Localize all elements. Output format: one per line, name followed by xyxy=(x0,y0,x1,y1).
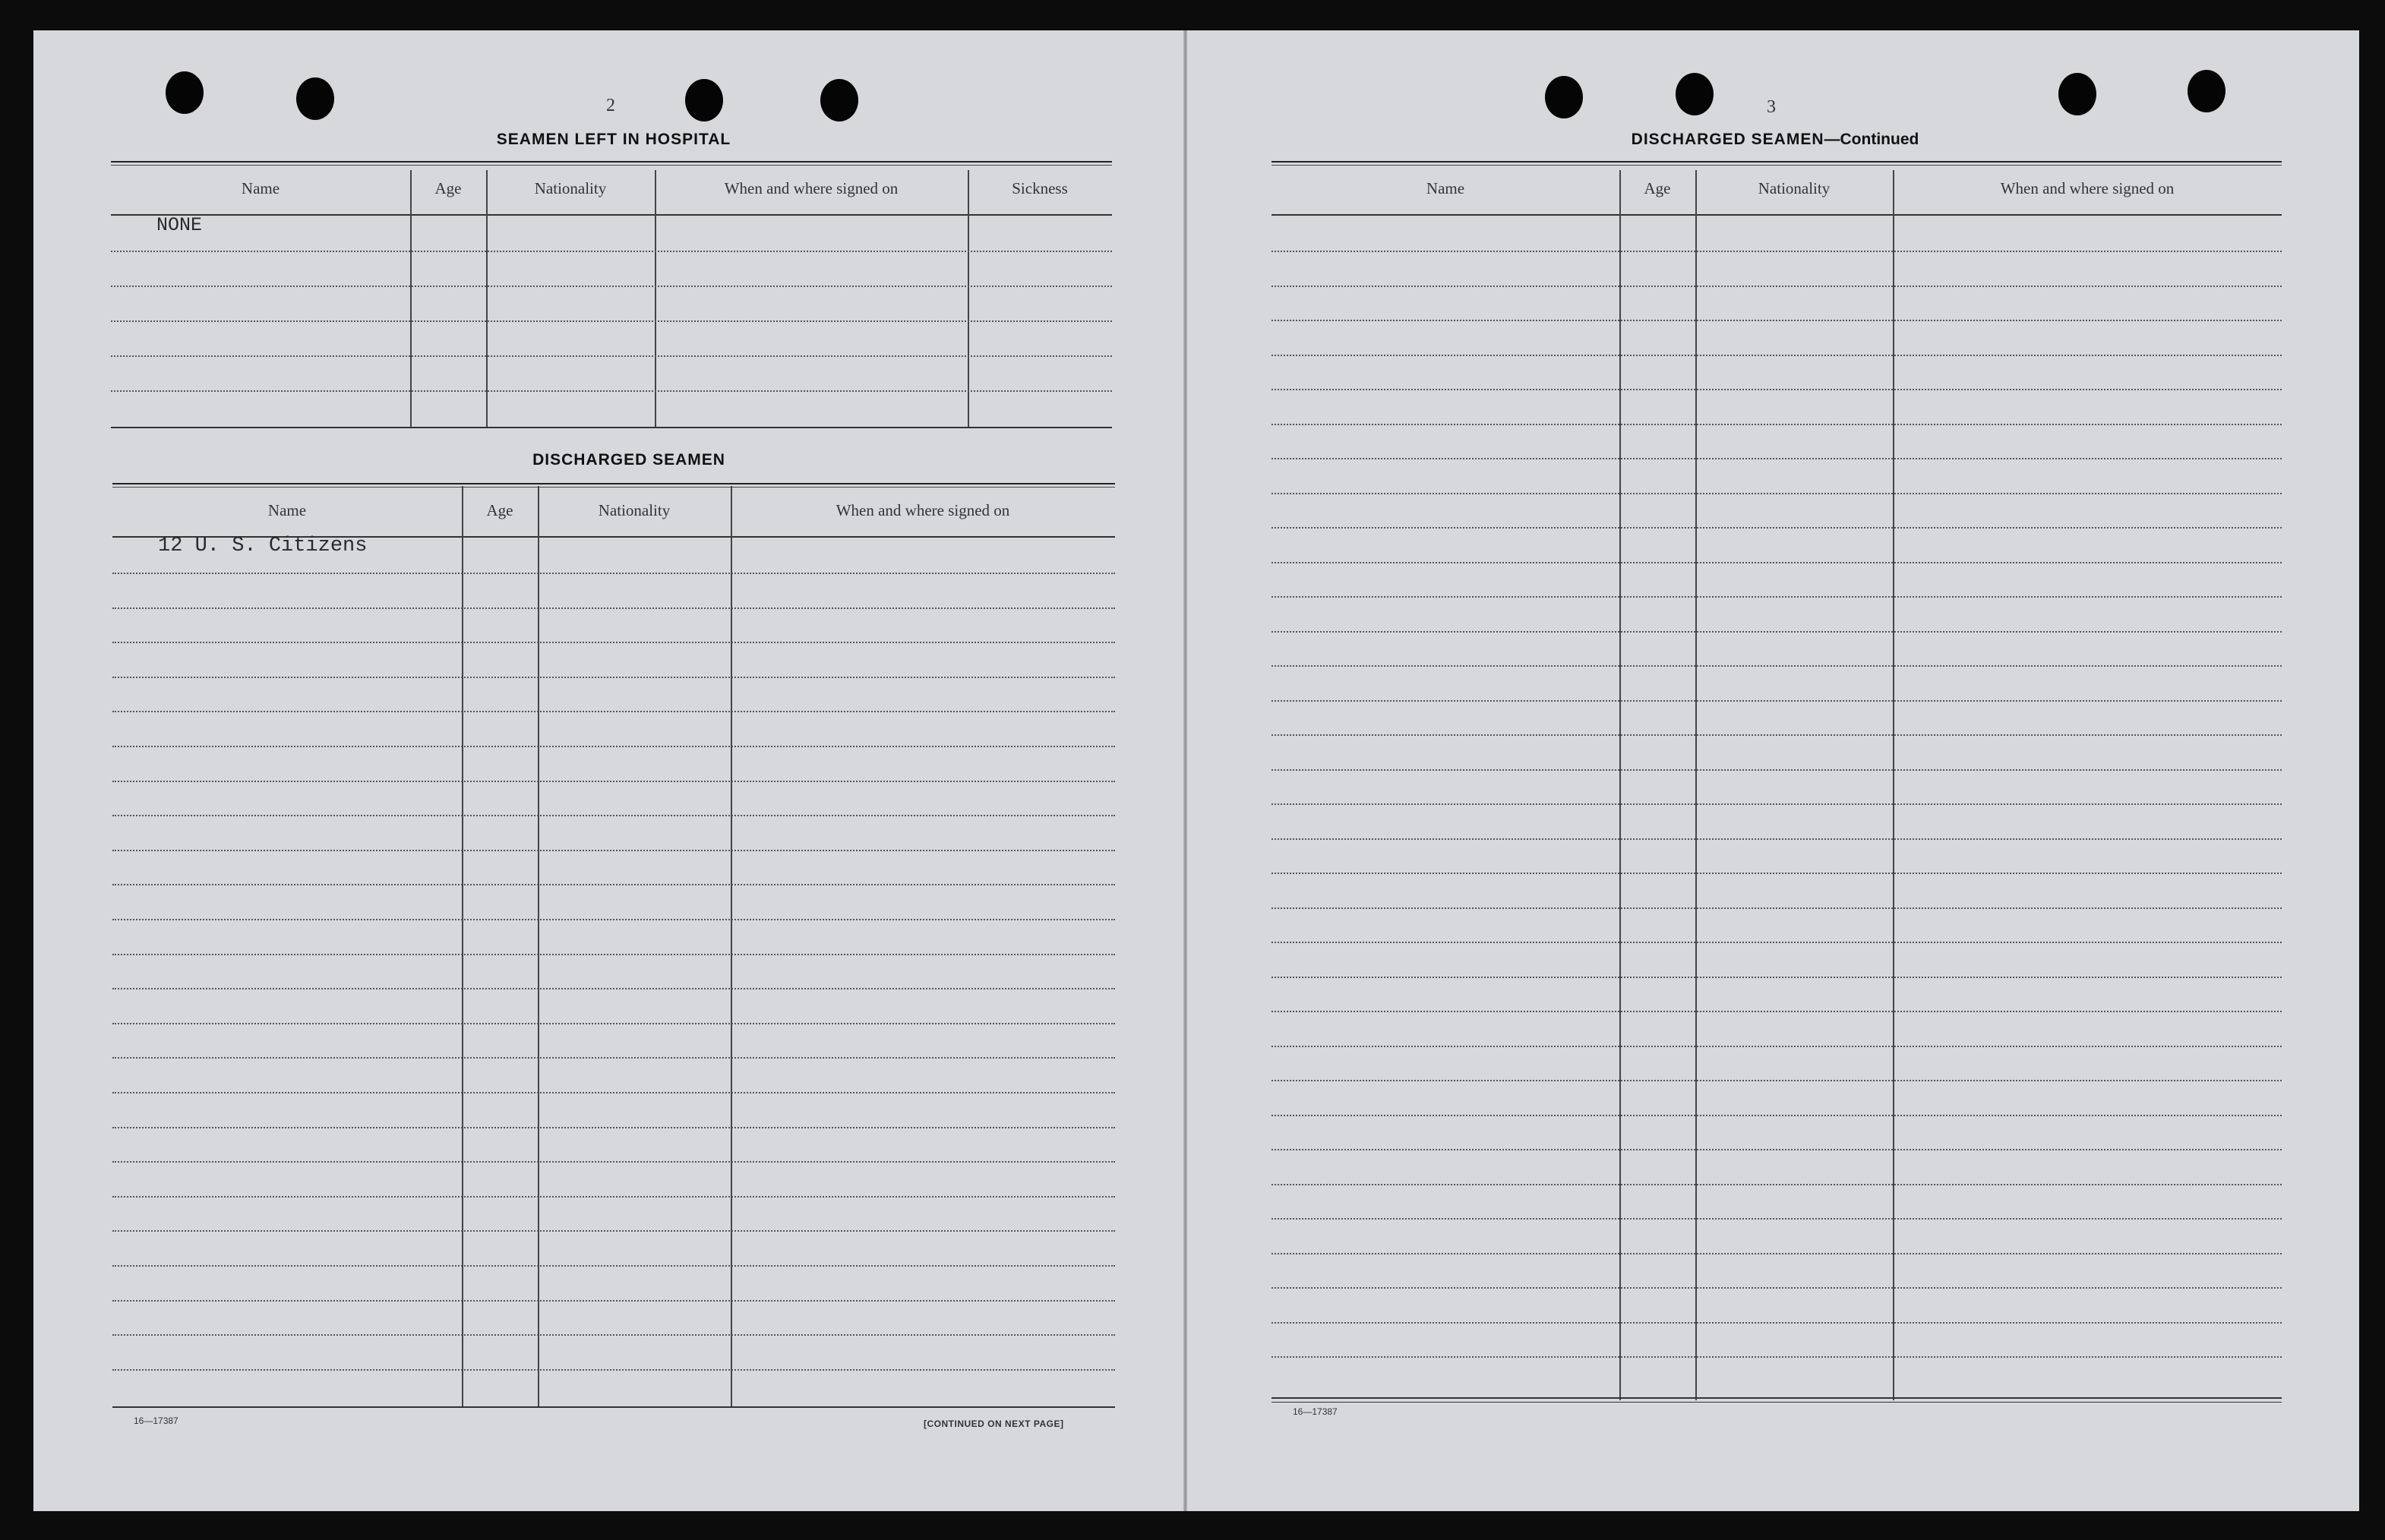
table-top-rule xyxy=(111,161,1112,163)
dotted-row-line xyxy=(1271,251,2282,252)
page-number-right: 3 xyxy=(1767,97,1776,117)
dotted-row-line xyxy=(1271,838,2282,840)
dotted-row-line xyxy=(1271,907,2282,909)
dotted-row-line xyxy=(1271,562,2282,563)
column-divider xyxy=(968,170,969,428)
dotted-row-line xyxy=(112,677,1115,678)
dotted-row-line xyxy=(112,1230,1115,1232)
continued-note: [CONTINUED ON NEXT PAGE] xyxy=(924,1419,1064,1429)
dotted-row-line xyxy=(1271,1011,2282,1012)
discharged-table xyxy=(112,483,1115,1408)
column-divider xyxy=(655,170,656,428)
dotted-row-line xyxy=(111,320,1112,322)
table-bottom-rule xyxy=(1271,1397,2282,1399)
dotted-row-line xyxy=(1271,1356,2282,1358)
dotted-row-line xyxy=(112,1300,1115,1302)
dotted-row-line xyxy=(112,1369,1115,1371)
dotted-row-line xyxy=(1271,1184,2282,1185)
dotted-row-line xyxy=(1271,1322,2282,1324)
table-top-rule xyxy=(111,165,1112,166)
table-top-rule xyxy=(112,487,1115,488)
dotted-row-line xyxy=(112,850,1115,851)
punch-hole xyxy=(166,71,204,114)
column-divider xyxy=(462,486,463,1408)
dotted-row-line xyxy=(112,815,1115,816)
column-divider xyxy=(731,486,732,1408)
dotted-row-line xyxy=(111,390,1112,392)
dotted-row-line xyxy=(1271,1046,2282,1047)
dotted-row-line xyxy=(1271,596,2282,598)
dotted-row-line xyxy=(112,884,1115,885)
dotted-row-line xyxy=(1271,1080,2282,1081)
punch-hole xyxy=(1676,73,1714,115)
column-header-age: Age xyxy=(1644,179,1671,197)
dotted-row-line xyxy=(112,711,1115,712)
dotted-row-line xyxy=(112,1127,1115,1128)
column-header-age: Age xyxy=(486,501,513,519)
dotted-row-line xyxy=(1271,1115,2282,1116)
dotted-row-line xyxy=(112,1161,1115,1163)
dotted-row-line xyxy=(1271,803,2282,805)
dotted-row-line xyxy=(112,607,1115,609)
dotted-row-line xyxy=(1271,1253,2282,1254)
dotted-row-line xyxy=(1271,458,2282,459)
dotted-row-line xyxy=(1271,631,2282,633)
dotted-row-line xyxy=(112,1196,1115,1198)
hospital-table xyxy=(111,161,1112,428)
form-number-left: 16—17387 xyxy=(134,1415,178,1426)
dotted-row-line xyxy=(1271,286,2282,287)
table-bottom-rule xyxy=(1271,1402,2282,1403)
column-header-signed-on: When and where signed on xyxy=(724,179,899,197)
dotted-row-line xyxy=(1271,1149,2282,1150)
table-bottom-rule xyxy=(112,1406,1115,1408)
dotted-row-line xyxy=(1271,389,2282,390)
center-fold xyxy=(1183,30,1187,1511)
discharged-entry-name: 12 U. S. Citizens xyxy=(158,535,368,557)
dotted-row-line xyxy=(112,746,1115,747)
dotted-row-line xyxy=(1271,1218,2282,1220)
column-divider xyxy=(538,486,539,1408)
punch-hole xyxy=(2058,73,2096,115)
table-top-rule xyxy=(112,483,1115,484)
column-divider xyxy=(486,170,488,428)
dotted-row-line xyxy=(111,286,1112,287)
right-title-suffix: —Continued xyxy=(1824,131,1919,148)
dotted-row-line xyxy=(1271,873,2282,874)
dotted-row-line xyxy=(112,1023,1115,1024)
dotted-row-line xyxy=(112,781,1115,782)
header-divider xyxy=(1271,214,2282,216)
dotted-row-line xyxy=(1271,700,2282,702)
table-bottom-rule xyxy=(111,427,1112,428)
dotted-row-line xyxy=(112,1057,1115,1059)
dotted-row-line xyxy=(1271,527,2282,529)
dotted-row-line xyxy=(1271,493,2282,494)
column-header-nationality: Nationality xyxy=(534,179,607,197)
column-header-name: Name xyxy=(267,501,307,519)
punch-hole xyxy=(2188,70,2225,112)
dotted-row-line xyxy=(112,1265,1115,1267)
dotted-row-line xyxy=(1271,977,2282,978)
dotted-row-line xyxy=(1271,734,2282,736)
dotted-row-line xyxy=(112,573,1115,574)
discharged-continued-table xyxy=(1271,161,2282,1402)
dotted-row-line xyxy=(1271,355,2282,356)
hospital-section-title: SEAMEN LEFT IN HOSPITAL xyxy=(496,131,731,148)
dotted-row-line xyxy=(1271,320,2282,321)
column-header-age: Age xyxy=(434,179,462,197)
dotted-row-line xyxy=(1271,942,2282,943)
dotted-row-line xyxy=(1271,769,2282,771)
column-header-nationality: Nationality xyxy=(598,501,671,519)
column-header-sickness: Sickness xyxy=(1012,179,1068,197)
punch-hole xyxy=(1545,76,1583,118)
dotted-row-line xyxy=(1271,665,2282,667)
dotted-row-line xyxy=(112,642,1115,643)
discharged-section-title: DISCHARGED SEAMEN xyxy=(532,451,725,469)
dotted-row-line xyxy=(111,355,1112,357)
dotted-row-line xyxy=(1271,424,2282,425)
dotted-row-line xyxy=(112,919,1115,920)
dotted-row-line xyxy=(1271,1287,2282,1289)
dotted-row-line xyxy=(112,1092,1115,1093)
column-header-signed-on: When and where signed on xyxy=(2000,179,2175,197)
table-top-rule xyxy=(1271,161,2282,163)
punch-hole xyxy=(820,79,858,121)
hospital-entry-name: NONE xyxy=(156,214,203,236)
header-divider xyxy=(111,214,1112,216)
right-section-title xyxy=(1270,131,2280,149)
table-top-rule xyxy=(1271,165,2282,166)
column-header-signed-on: When and where signed on xyxy=(836,501,1010,519)
column-header-nationality: Nationality xyxy=(1758,179,1831,197)
dotted-row-line xyxy=(111,251,1112,252)
dotted-row-line xyxy=(112,954,1115,955)
dotted-row-line xyxy=(112,988,1115,989)
column-header-name: Name xyxy=(241,179,280,197)
punch-hole xyxy=(685,79,723,121)
right-title-main: DISCHARGED SEAMEN xyxy=(1631,131,1824,148)
column-divider xyxy=(410,170,412,428)
form-number-right: 16—17387 xyxy=(1293,1406,1338,1417)
page-number-left: 2 xyxy=(606,96,615,115)
column-header-name: Name xyxy=(1426,179,1465,197)
dotted-row-line xyxy=(112,1334,1115,1336)
punch-hole xyxy=(296,77,334,120)
